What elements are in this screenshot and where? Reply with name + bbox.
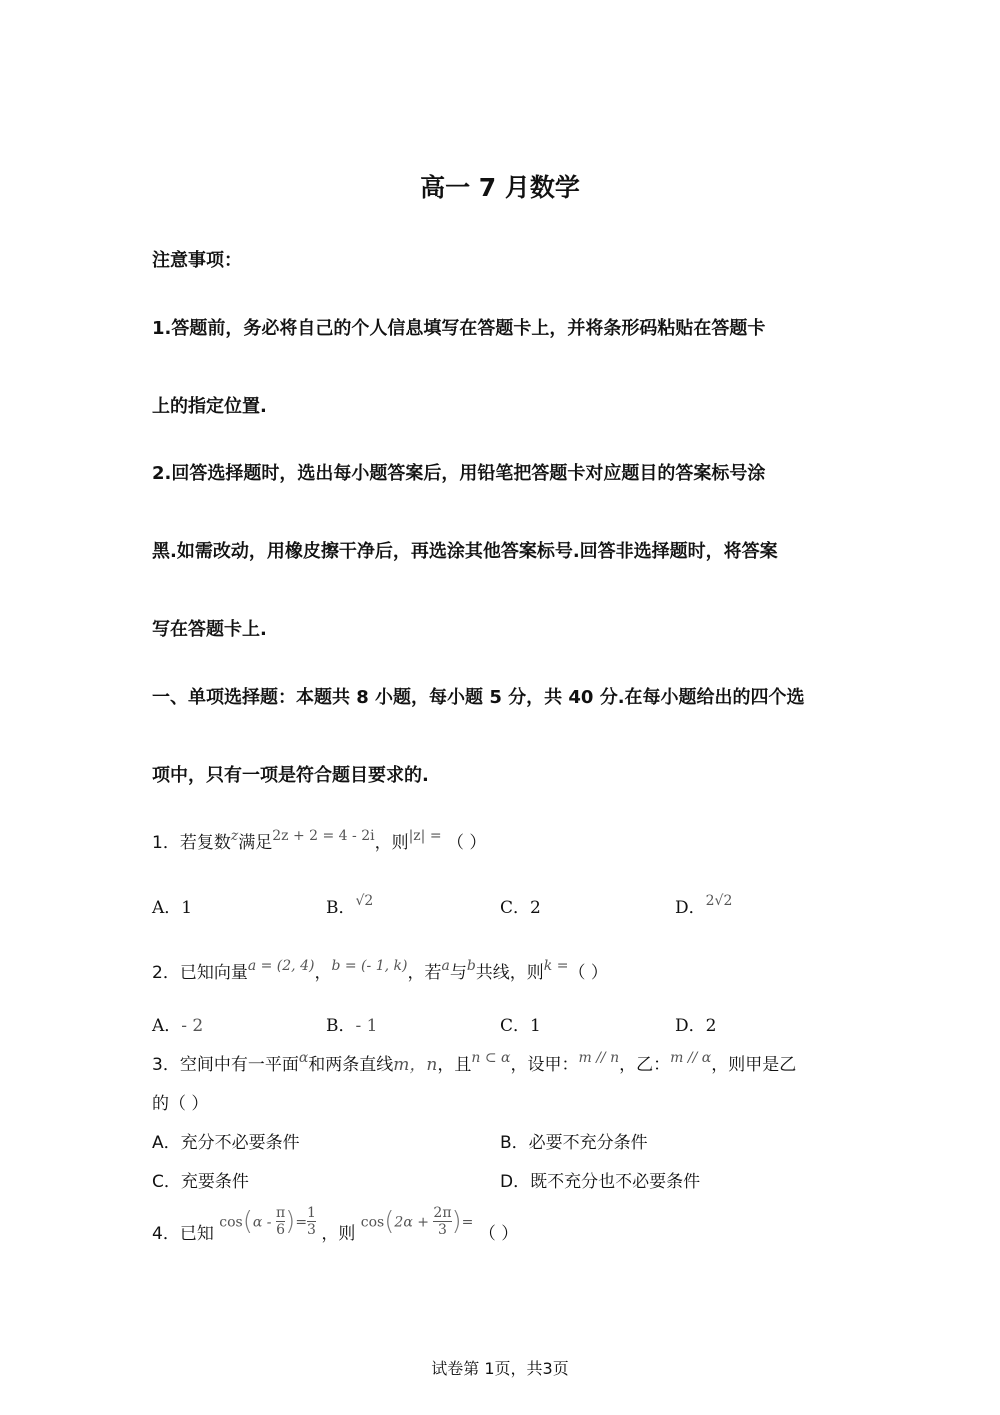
notice-heading: 注意事项： [152,250,242,271]
notice-item2-line1: 2.回答选择题时，选出每小题答案后，用铅笔把答题卡对应题目的答案标号涂 [152,463,766,484]
q2-option-c: C．1 [500,1016,541,1036]
q1-var-z: z [230,828,239,844]
q2-option-a: A．- 2 [152,1016,204,1036]
q1-option-b: B．$^{√2}$ [326,893,374,918]
q2-prefix: 2．已知向量 [152,963,248,983]
q2-vector-a: a = (2, 4) [247,958,315,974]
q1-prefix: 1．若复数 [152,833,231,853]
q3-option-b: B．必要不充分条件 [500,1133,648,1153]
q2-vector-b: b = (- 1, k) [331,958,408,974]
page-title: 高一 7 月数学 [420,173,580,202]
notice-item1-line2: 上的指定位置. [152,396,267,417]
section1-line1: 一、单项选择题：本题共 8 小题，每小题 5 分，共 40 分.在每小题给出的四个选 [152,687,805,708]
notice-item1-line1: 1.答题前，务必将自己的个人信息填写在答题卡上，并将条形码粘贴在答题卡 [152,318,766,339]
notice-item2-line3: 写在答题卡上. [152,619,267,640]
q1-option-a: A．1 [152,898,193,918]
question-1 [152,828,486,853]
q1-blank: （ ） [447,833,487,853]
q1-abs: |z| = [408,828,442,844]
q1-then: ，则 [374,833,409,853]
section1-line2: 项中，只有一项是符合题目要求的. [152,765,429,786]
q2-blank: （ ） [568,963,608,983]
q2-option-d: D．2 [675,1016,717,1036]
q3-option-a: A．充分不必要条件 [152,1133,300,1153]
q3-line2: 的（ ） [152,1094,209,1114]
question-3: 3．空间中有一平面$^\alpha$和两条直线m，n，且$^{n \subset \alpha}$，设甲：$^{m // n}$，乙：$^{m // \alpha}$，则甲是乙 [152,1050,797,1075]
q2-option-b: B．- 1 [326,1016,378,1036]
question-4: 4．已知 cos(α - $\frac{\pi}{6}$ )= $\frac{1}{3}$ ，则 cos(2α + $\frac{2\pi}{3}$ )= （ ） [152,1205,519,1244]
page-footer: 试卷第 1页，共3页 [431,1359,569,1378]
notice-item2-line2: 黑.如需改动，用橡皮擦干净后，再选涂其他答案标号.回答非选择题时，将答案 [152,541,778,562]
question-2: 2．已知向量$^{a = (2, 4)}$，$^{b = (- 1, k)}$，若$^a$与$^b$共线，则$^{k =}$（ ） [152,958,608,983]
q1-equation: 2z + 2 = 4 - 2i [272,828,375,844]
q1-option-d: D．$^{2√2}$ [675,893,733,918]
q4-expr1: cos(α - $\frac{\pi}{6}$ )= $\frac{1}{3}$ [219,1205,316,1238]
q3-option-c: C．充要条件 [152,1172,249,1192]
q4-blank: （ ） [478,1224,519,1244]
q3-option-d: D．既不充分也不必要条件 [500,1172,701,1192]
q4-expr2: cos(2α + $\frac{2\pi}{3}$ )= [360,1205,474,1238]
q1-mid: 满足 [238,833,273,853]
q1-option-c: C．2 [500,898,541,918]
